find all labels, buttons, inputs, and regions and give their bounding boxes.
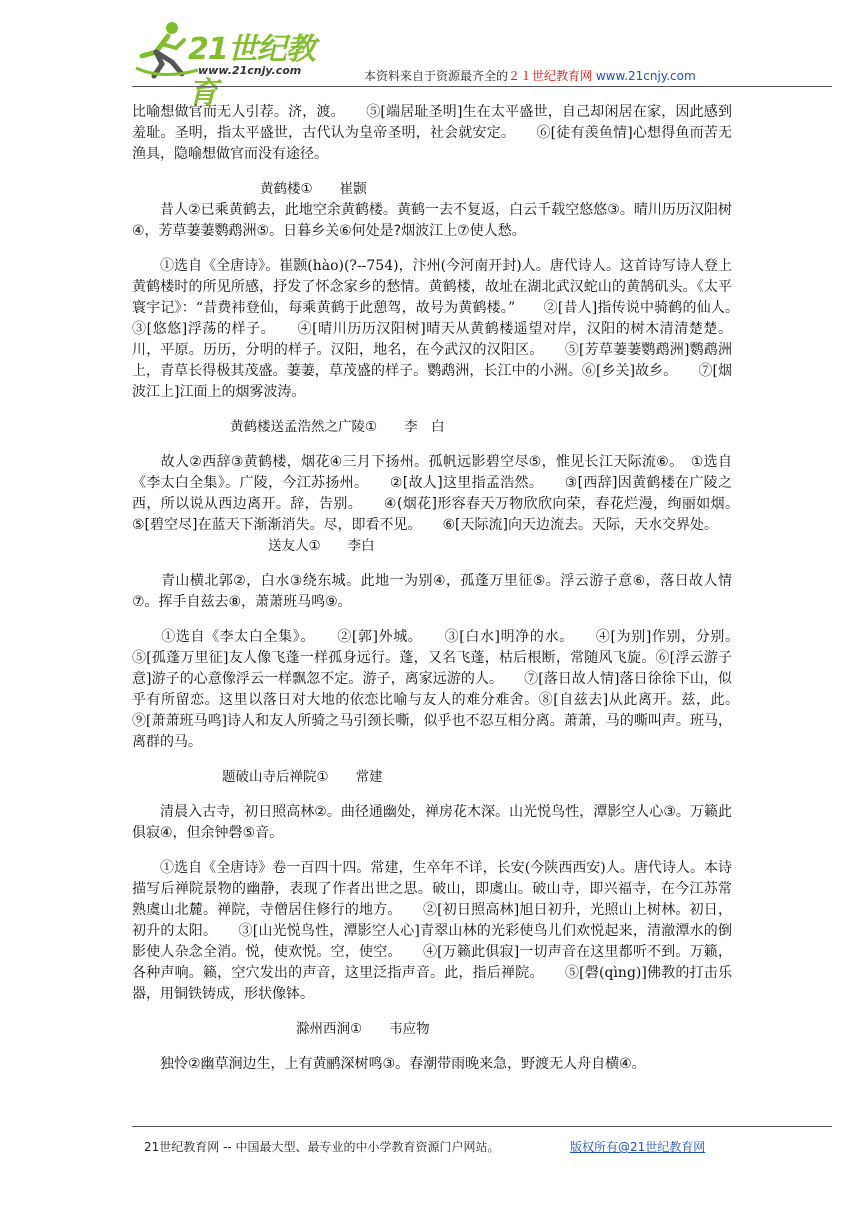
poem-text: 昔人②已乘黄鹤去，此地空余黄鹤楼。黄鹤一去不复返，白云千载空悠悠③。晴川历历汉阳树④，芳草萋萋鹦鹉洲⑤。日暮乡关⑥何处是?烟波江上⑦使人愁。 — [132, 202, 732, 239]
header-url-link[interactable]: www.21cnjy.com — [595, 69, 696, 83]
header-note-prefix: 本资料来自于资源最齐全的 — [364, 69, 509, 83]
paragraph-gap — [132, 557, 732, 571]
annotation-paragraph: ①选自《全唐诗》。崔颢(hào)(?--754)，汴州(今河南开封)人。唐代诗人。这首诗写诗人登上黄鹤楼时的所见所感，抒发了怀念家乡的愁情。黄鹤楼，故址在湖北武汉蛇山的黄鹄矶头。《太平寰宇记》：“昔费袆登仙，每乘黄鹤于此憩驾，故号为黄鹤楼。” ②[昔人]指传说中骑鹤的仙人。 ③[悠悠]浮荡的样子。 ④[晴川历历汉阳树]晴天从黄鹤楼遥望对岸，汉阳的树木清清楚楚。川，平原。历历，分明的样子。汉阳，地名，在今武汉的汉阳区。 ⑤[芳草萋萋鹦鹉洲]鹦鹉洲上，青草长得极其茂盛。萋萋，草茂盛的样子。鹦鹉洲，长江中的小洲。⑥[乡关]故乡。 ⑦[烟波江上]江面上的烟雾波涛。 — [132, 258, 760, 400]
document-body — [132, 102, 760, 1075]
poem-title: 题破山寺后禅院① 常建 — [222, 769, 383, 785]
poem-title: 黄鹤楼① 崔颢 — [260, 181, 367, 197]
poem-text: 清晨入古寺，初日照高林②。曲径通幽处，禅房花木深。山光悦鸟性，潭影空人心③。万籁此俱寂④，但余钟磬⑤音。 — [132, 804, 732, 841]
paragraph-gap — [132, 613, 732, 627]
annotation-paragraph: ①选自《李太白全集》。 ②[郭]外城。 ③[白水]明净的水。 ④[为别]作别，分别。 ⑤[孤蓬万里征]友人像飞蓬一样孤身远行。蓬，又名飞蓬，枯后根断，常随风飞旋。⑥[浮云游子意]游子的心意像浮云一样飘忽不定。游子，离家远游的人。 ⑦[落日故人情]落日徐徐下山，似乎有所留恋。这里以落日对大地的依恋比喻与友人的难分难舍。⑧[自兹去]从此离开。兹，此。 ⑨[萧萧班马鸣]诗人和友人所骑之马引颈长嘶，似乎也不忍互相分离。萧萧，马的嘶叫声。班马，离群的马。 — [132, 629, 760, 750]
poem-title: 送友人① 李白 — [268, 538, 375, 554]
header-site-link[interactable]: ２１世纪教育网 — [508, 69, 593, 83]
annotation-paragraph: 比喻想做官而无人引荐。济，渡。 ⑤[端居耻圣明]生在太平盛世，自己却闲居在家，因此感到羞耻。圣明，指太平盛世，古代认为皇帝圣明，社会就安定。 ⑥[徒有羡鱼情]心想得鱼而苦无渔具，隐喻想做官而没有途径。 — [132, 104, 732, 162]
poem-text: 青山横北郭②，白水③绕东城。此地一为别④，孤蓬万里征⑤。浮云游子意⑥，落日故人情⑦。挥手自兹去⑧，萧萧班马鸣⑨。 — [132, 573, 732, 610]
paragraph-gap — [132, 403, 732, 417]
poem-title: 黄鹤楼送孟浩然之广陵① 李 白 — [230, 419, 445, 435]
paragraph-gap — [132, 242, 732, 256]
footer-text: 21世纪教育网 -- 中国最大型、最专业的中小学教育资源门户网站。 — [144, 1140, 500, 1154]
logo-url: www.21cnjy.com — [198, 64, 302, 77]
paragraph-gap — [132, 165, 732, 179]
copyright-link[interactable]: 版权所有@21世纪教育网 — [570, 1140, 706, 1154]
paragraph-gap — [132, 788, 732, 802]
header-divider — [132, 86, 832, 87]
poem-title: 滁州西涧① 韦应物 — [296, 1021, 430, 1037]
logo-text: 21世纪教育 — [188, 32, 315, 111]
paragraph-gap — [132, 844, 732, 858]
paragraph-gap — [132, 1040, 732, 1054]
paragraph-gap — [132, 753, 732, 767]
footer-divider — [132, 1126, 832, 1127]
page-header — [132, 18, 832, 111]
page-footer — [132, 1126, 832, 1154]
header-note — [364, 67, 696, 84]
site-logo[interactable] — [132, 18, 342, 111]
poem-text: 故人②西辞③黄鹤楼，烟花④三月下扬州。孤帆远影碧空尽⑤，惟见长江天际流⑥。 ①选自《李太白全集》。广陵，今江苏扬州。 ②[故人]这里指孟浩然。 ③[西辞]因黄鹤楼在广陵之西，所以说从西边离开。辞，告别。 ④(烟花]形容春天万物欣欣向荣，春花烂漫，绚丽如烟。 ⑤[碧空尽]在蓝天下渐渐消失。尽，即看不见。 ⑥[天际流]向天边流去。天际，天水交界处。 — [132, 454, 760, 533]
paragraph-gap — [132, 438, 732, 452]
poem-text: 独怜②幽草涧边生，上有黄鹂深树鸣③。春潮带雨晚来急，野渡无人舟自横④。 — [132, 1056, 646, 1072]
annotation-paragraph: ①选自《全唐诗》卷一百四十四。常建，生卒年不详，长安(今陕西西安)人。唐代诗人。本诗描写后禅院景物的幽静，表现了作者出世之思。破山，即虞山。破山寺，即兴福寺，在今江苏常熟虞山北麓。禅院，寺僧居住修行的地方。 ②[初日照高林]旭日初升，光照山上树林。初日，初升的太阳。 ③[山光悦鸟性，潭影空人心]青翠山林的光彩使鸟儿们欢悦起来，清澈潭水的倒影使人杂念全消。悦，使欢悦。空，使空。 ④[万籁此俱寂]一切声音在这里都听不到。万籁，各种声响。籁，空穴发出的声音，这里泛指声音。此，指后禅院。 ⑤[磬(qìng)]佛教的打击乐器，用铜铁铸成，形状像钵。 — [132, 860, 732, 1002]
paragraph-gap — [132, 1005, 732, 1019]
